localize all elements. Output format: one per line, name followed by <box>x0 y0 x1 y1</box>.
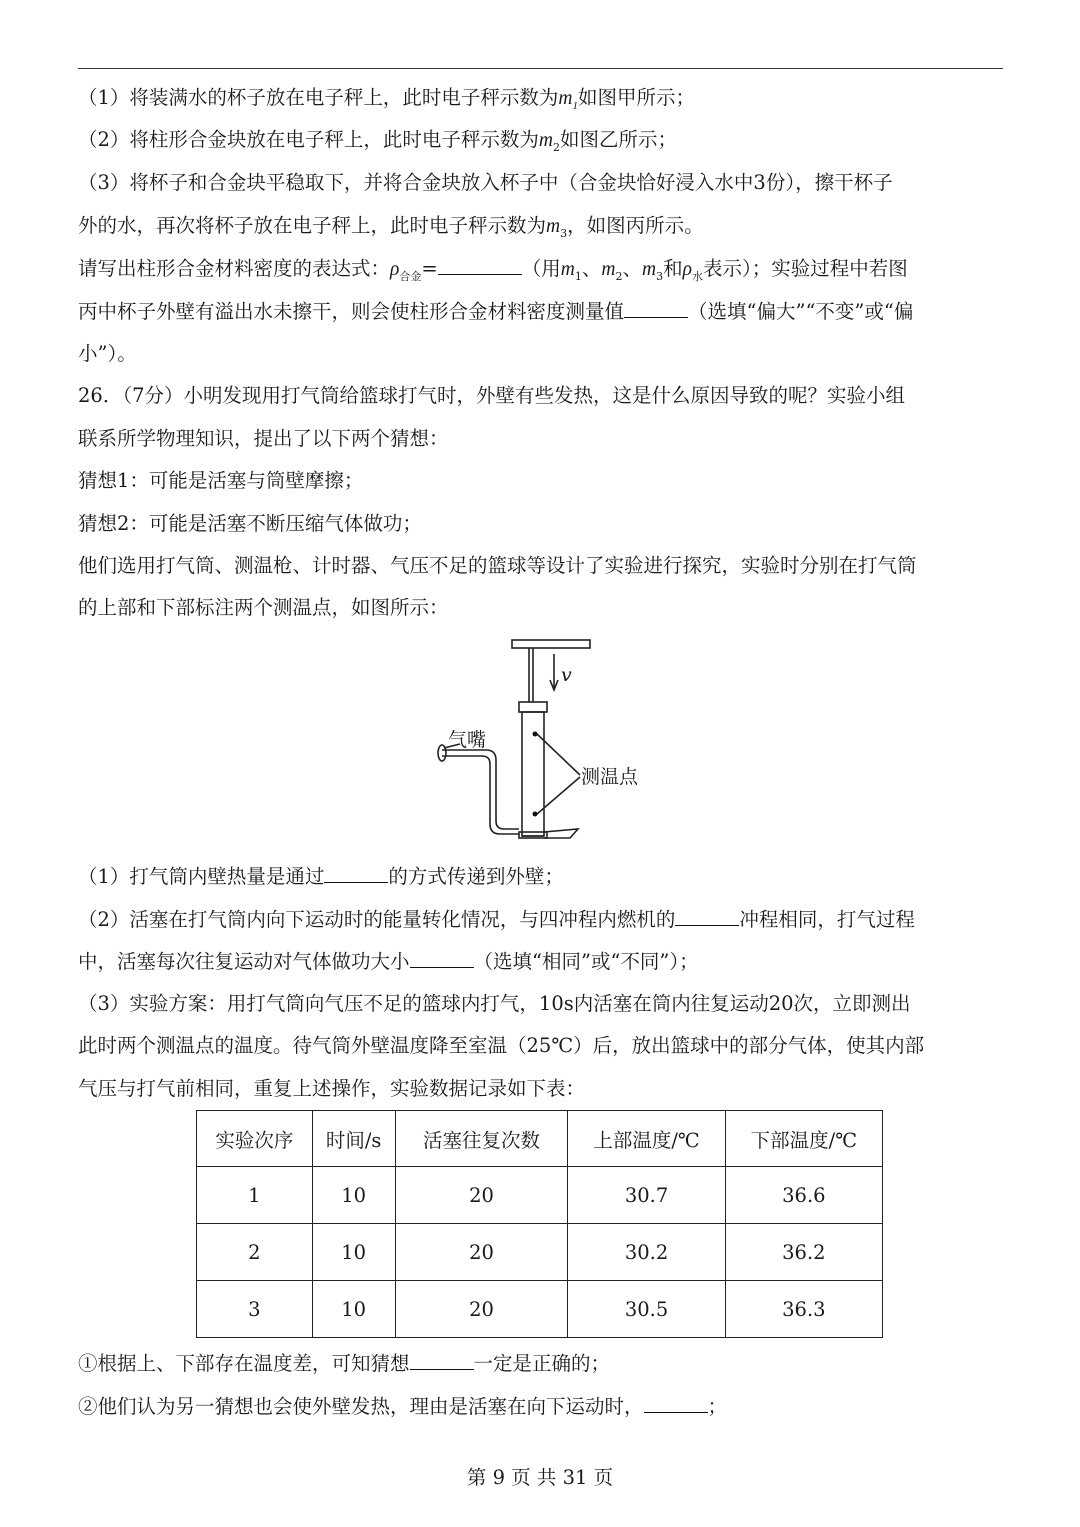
table-header-cell: 活塞往复次数 <box>395 1111 568 1167</box>
table-cell: 2 <box>197 1224 313 1281</box>
q26-part-3-line-2: 此时两个测温点的温度。待气筒外壁温度降至室温（25℃）后，放出篮球中的部分气体，使其内部 <box>78 1034 925 1057</box>
table-cell: 30.2 <box>568 1224 725 1281</box>
q26-part-1: （1）打气筒内壁热量是通过 的方式传递到外壁； <box>78 862 1003 891</box>
table-cell: 20 <box>395 1281 568 1338</box>
table-header-cell: 下部温度/℃ <box>725 1111 882 1167</box>
measure-point-label: 测温点 <box>581 766 639 788</box>
q26-design-line-1: 他们选用打气筒、测温枪、计时器、气压不足的篮球等设计了实验进行探究，实验时分别在打气筒 <box>78 554 917 577</box>
q26-intro-line-2: 联系所学物理知识，提出了以下两个猜想： <box>78 427 449 450</box>
q26-design-line-2: 的上部和下部标注两个测温点，如图所示： <box>78 596 449 619</box>
table-cell: 1 <box>197 1167 313 1224</box>
answer-blank[interactable] <box>324 862 388 883</box>
q25-step-3-line-1: （3）将杯子和合金块平稳取下，并将合金块放入杯子中（合金块恰好浸入水中3份），擦干杯子 <box>78 171 893 194</box>
nozzle-label: 气嘴 <box>448 729 487 751</box>
table-cell: 3 <box>197 1281 313 1338</box>
table-cell: 20 <box>395 1167 568 1224</box>
answer-blank[interactable] <box>410 947 474 968</box>
q26-guess-1: 猜想1：可能是活塞与筒壁摩擦； <box>78 469 364 492</box>
table-cell: 20 <box>395 1224 568 1281</box>
table-cell: 36.3 <box>725 1281 882 1338</box>
header-rule <box>78 68 1003 69</box>
q26-conclusion-1: ①根据上、下部存在温度差，可知猜想 一定是正确的； <box>78 1349 1003 1378</box>
answer-blank[interactable] <box>438 254 522 275</box>
velocity-label: v <box>561 664 572 686</box>
pump-foot <box>544 829 578 838</box>
q26-conclusion-2: ②他们认为另一猜想也会使外壁发热，理由是活塞在向下运动时， ； <box>78 1392 1003 1421</box>
table-header-cell: 实验次序 <box>197 1111 313 1167</box>
q25-question-line-3: 小”）。 <box>78 342 137 365</box>
q26-part-2-line-1: （2）活塞在打气筒内向下运动时的能量转化情况，与四冲程内燃机的 冲程相同，打气过程 <box>78 905 1003 934</box>
table-cell: 10 <box>312 1281 395 1338</box>
table-cell: 36.6 <box>725 1167 882 1224</box>
q26-intro-line-1: 26．（7分）小明发现用打气筒给篮球打气时，外壁有些发热，这是什么原因导致的呢？实验小组 <box>78 384 905 407</box>
answer-blank[interactable] <box>675 905 739 926</box>
q26-part-2-line-2: 中，活塞每次往复运动对气体做功大小 （选填“相同”或“不同”）； <box>78 947 1003 976</box>
table-cell: 30.7 <box>568 1167 725 1224</box>
q25-step-2: （2）将柱形合金块放在电子秤上，此时电子秤示数为$m_2$如图乙所示； <box>78 128 678 154</box>
table-header-cell: 上部温度/℃ <box>568 1111 725 1167</box>
table-cell: 36.2 <box>725 1224 882 1281</box>
table-row <box>197 1167 883 1224</box>
upper-measure-point <box>533 732 538 737</box>
table-header-row <box>197 1111 883 1167</box>
q25-question-line-2: 丙中杯子外壁有溢出水未擦干，则会使柱形合金材料密度测量值 （选填“偏大”“不变”或“偏 <box>78 297 1003 326</box>
answer-blank[interactable] <box>410 1349 474 1370</box>
pump-cap <box>519 702 547 712</box>
q26-part-3-line-3: 气压与打气前相同，重复上述操作，实验数据记录如下表： <box>78 1077 586 1100</box>
pump-handle <box>512 640 590 648</box>
pump-diagram <box>420 636 660 856</box>
pump-hose <box>442 756 519 834</box>
table-row <box>197 1224 883 1281</box>
table-cell: 10 <box>312 1224 395 1281</box>
q25-step-1: （1）将装满水的杯子放在电子秤上，此时电子秤示数为$m_1$如图甲所示； <box>78 86 696 112</box>
data-table <box>196 1110 883 1338</box>
table-cell: 30.5 <box>568 1281 725 1338</box>
table-row <box>197 1281 883 1338</box>
lower-measure-point <box>533 812 538 817</box>
table-header-cell: 时间/s <box>312 1111 395 1167</box>
answer-blank[interactable] <box>644 1392 708 1413</box>
page-footer: 第 9 页 共 31 页 <box>466 1466 614 1489</box>
table-cell: 10 <box>312 1167 395 1224</box>
pump-barrel <box>522 712 544 836</box>
q25-step-3-line-2: 外的水，再次将杯子放在电子秤上，此时电子秤示数为$m_3$，如图丙所示。 <box>78 214 704 240</box>
answer-blank[interactable] <box>624 297 688 318</box>
q25-question-line-1: 请写出柱形合金材料密度的表达式：$\rho_{合金}=$ （用$m_1$、$m_2$、$m_3$和$\rho_水$表示）；实验过程中若图 <box>78 254 1003 291</box>
q26-guess-2: 猜想2：可能是活塞不断压缩气体做功； <box>78 512 422 535</box>
q26-part-3-line-1: （3）实验方案：用打气筒向气压不足的篮球内打气，10s内活塞在筒内往复运动20次，立即测出 <box>78 992 911 1015</box>
